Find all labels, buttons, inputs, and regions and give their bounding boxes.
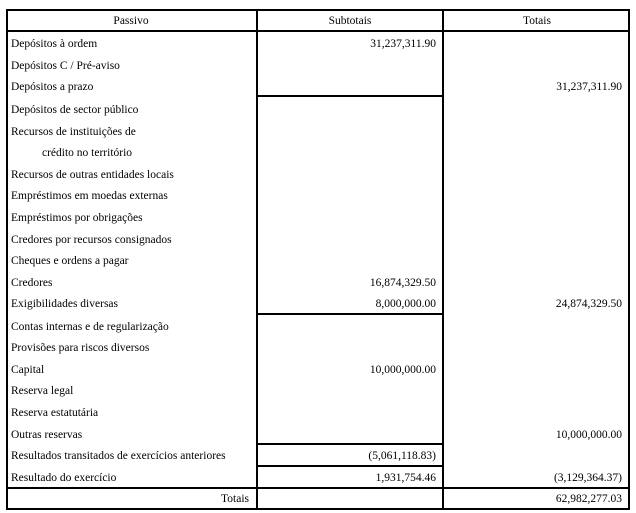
table-row [0, 165, 636, 187]
row-label: Outras reservas [11, 428, 83, 441]
table-row [0, 143, 636, 165]
row-label: Depósitos de sector público [11, 104, 139, 116]
row-label: Reserva estatutária [11, 406, 99, 419]
header-subtotais: Subtotais [328, 15, 372, 27]
row-label: Recursos de instituições de [11, 125, 136, 138]
row-label: Resultado do exercício [11, 471, 117, 484]
row-label: Recursos de outras entidades locais [11, 168, 174, 181]
totals-row [0, 489, 636, 511]
row-label: Depósitos C / Pré-aviso [11, 59, 120, 72]
row-subtotal: 8,000,000.00 [375, 298, 436, 311]
header-passivo: Passivo [113, 15, 149, 27]
table-row [0, 122, 636, 144]
row-label: Empréstimos em moedas externas [11, 190, 168, 203]
row-label: Contas internas e de regularização [11, 320, 169, 333]
row-total: 10,000,000.00 [555, 428, 622, 441]
table-row [0, 425, 636, 447]
table-row [0, 446, 636, 468]
row-label: Credores [11, 276, 53, 289]
row-label: Provisões para riscos diversos [11, 342, 150, 355]
totals-label: Totais [221, 492, 249, 505]
row-subtotal: 10,000,000.00 [369, 363, 436, 376]
row-total: 24,874,329.50 [555, 298, 622, 311]
table-row [0, 100, 636, 122]
row-label: Exigibilidades diversas [11, 298, 118, 311]
row-label: Capital [11, 363, 45, 376]
table-row [0, 381, 636, 403]
row-label: Resultados transitados de exercícios anteriores [11, 450, 226, 463]
table-row [0, 77, 636, 99]
table-row [0, 186, 636, 208]
table-row [0, 56, 636, 78]
table-row [0, 230, 636, 252]
row-label: Depósitos à ordem [11, 38, 98, 50]
table-row [0, 273, 636, 295]
rule-header-bottom [6, 30, 630, 32]
row-subtotal: 1,931,754.46 [375, 471, 436, 484]
table-row [0, 251, 636, 273]
row-label: Empréstimos por obrigações [11, 212, 143, 224]
totals-total: 62,982,277.03 [555, 492, 622, 505]
table-row [0, 294, 636, 316]
row-subtotal: 16,874,329.50 [369, 276, 436, 289]
row-label: Credores por recursos consignados [11, 233, 172, 246]
table-row [0, 403, 636, 425]
table-row [0, 208, 636, 230]
row-total: (3,129,364.37) [553, 471, 622, 484]
table-row [0, 468, 636, 490]
row-label: Depósitos a prazo [11, 81, 94, 94]
table-row [0, 317, 636, 339]
table-row [0, 360, 636, 382]
table-row [0, 34, 636, 56]
row-total: 31,237,311.90 [556, 81, 622, 94]
row-subtotal: 31,237,311.90 [370, 38, 436, 50]
row-subtotal: (5,061,118.83) [368, 450, 436, 463]
table-row [0, 338, 636, 360]
row-label: Cheques e ordens a pagar [11, 255, 129, 268]
row-label: Reserva legal [11, 385, 74, 398]
rule-top [6, 9, 630, 11]
row-label: crédito no território [42, 147, 133, 160]
header-totais: Totais [523, 15, 551, 27]
